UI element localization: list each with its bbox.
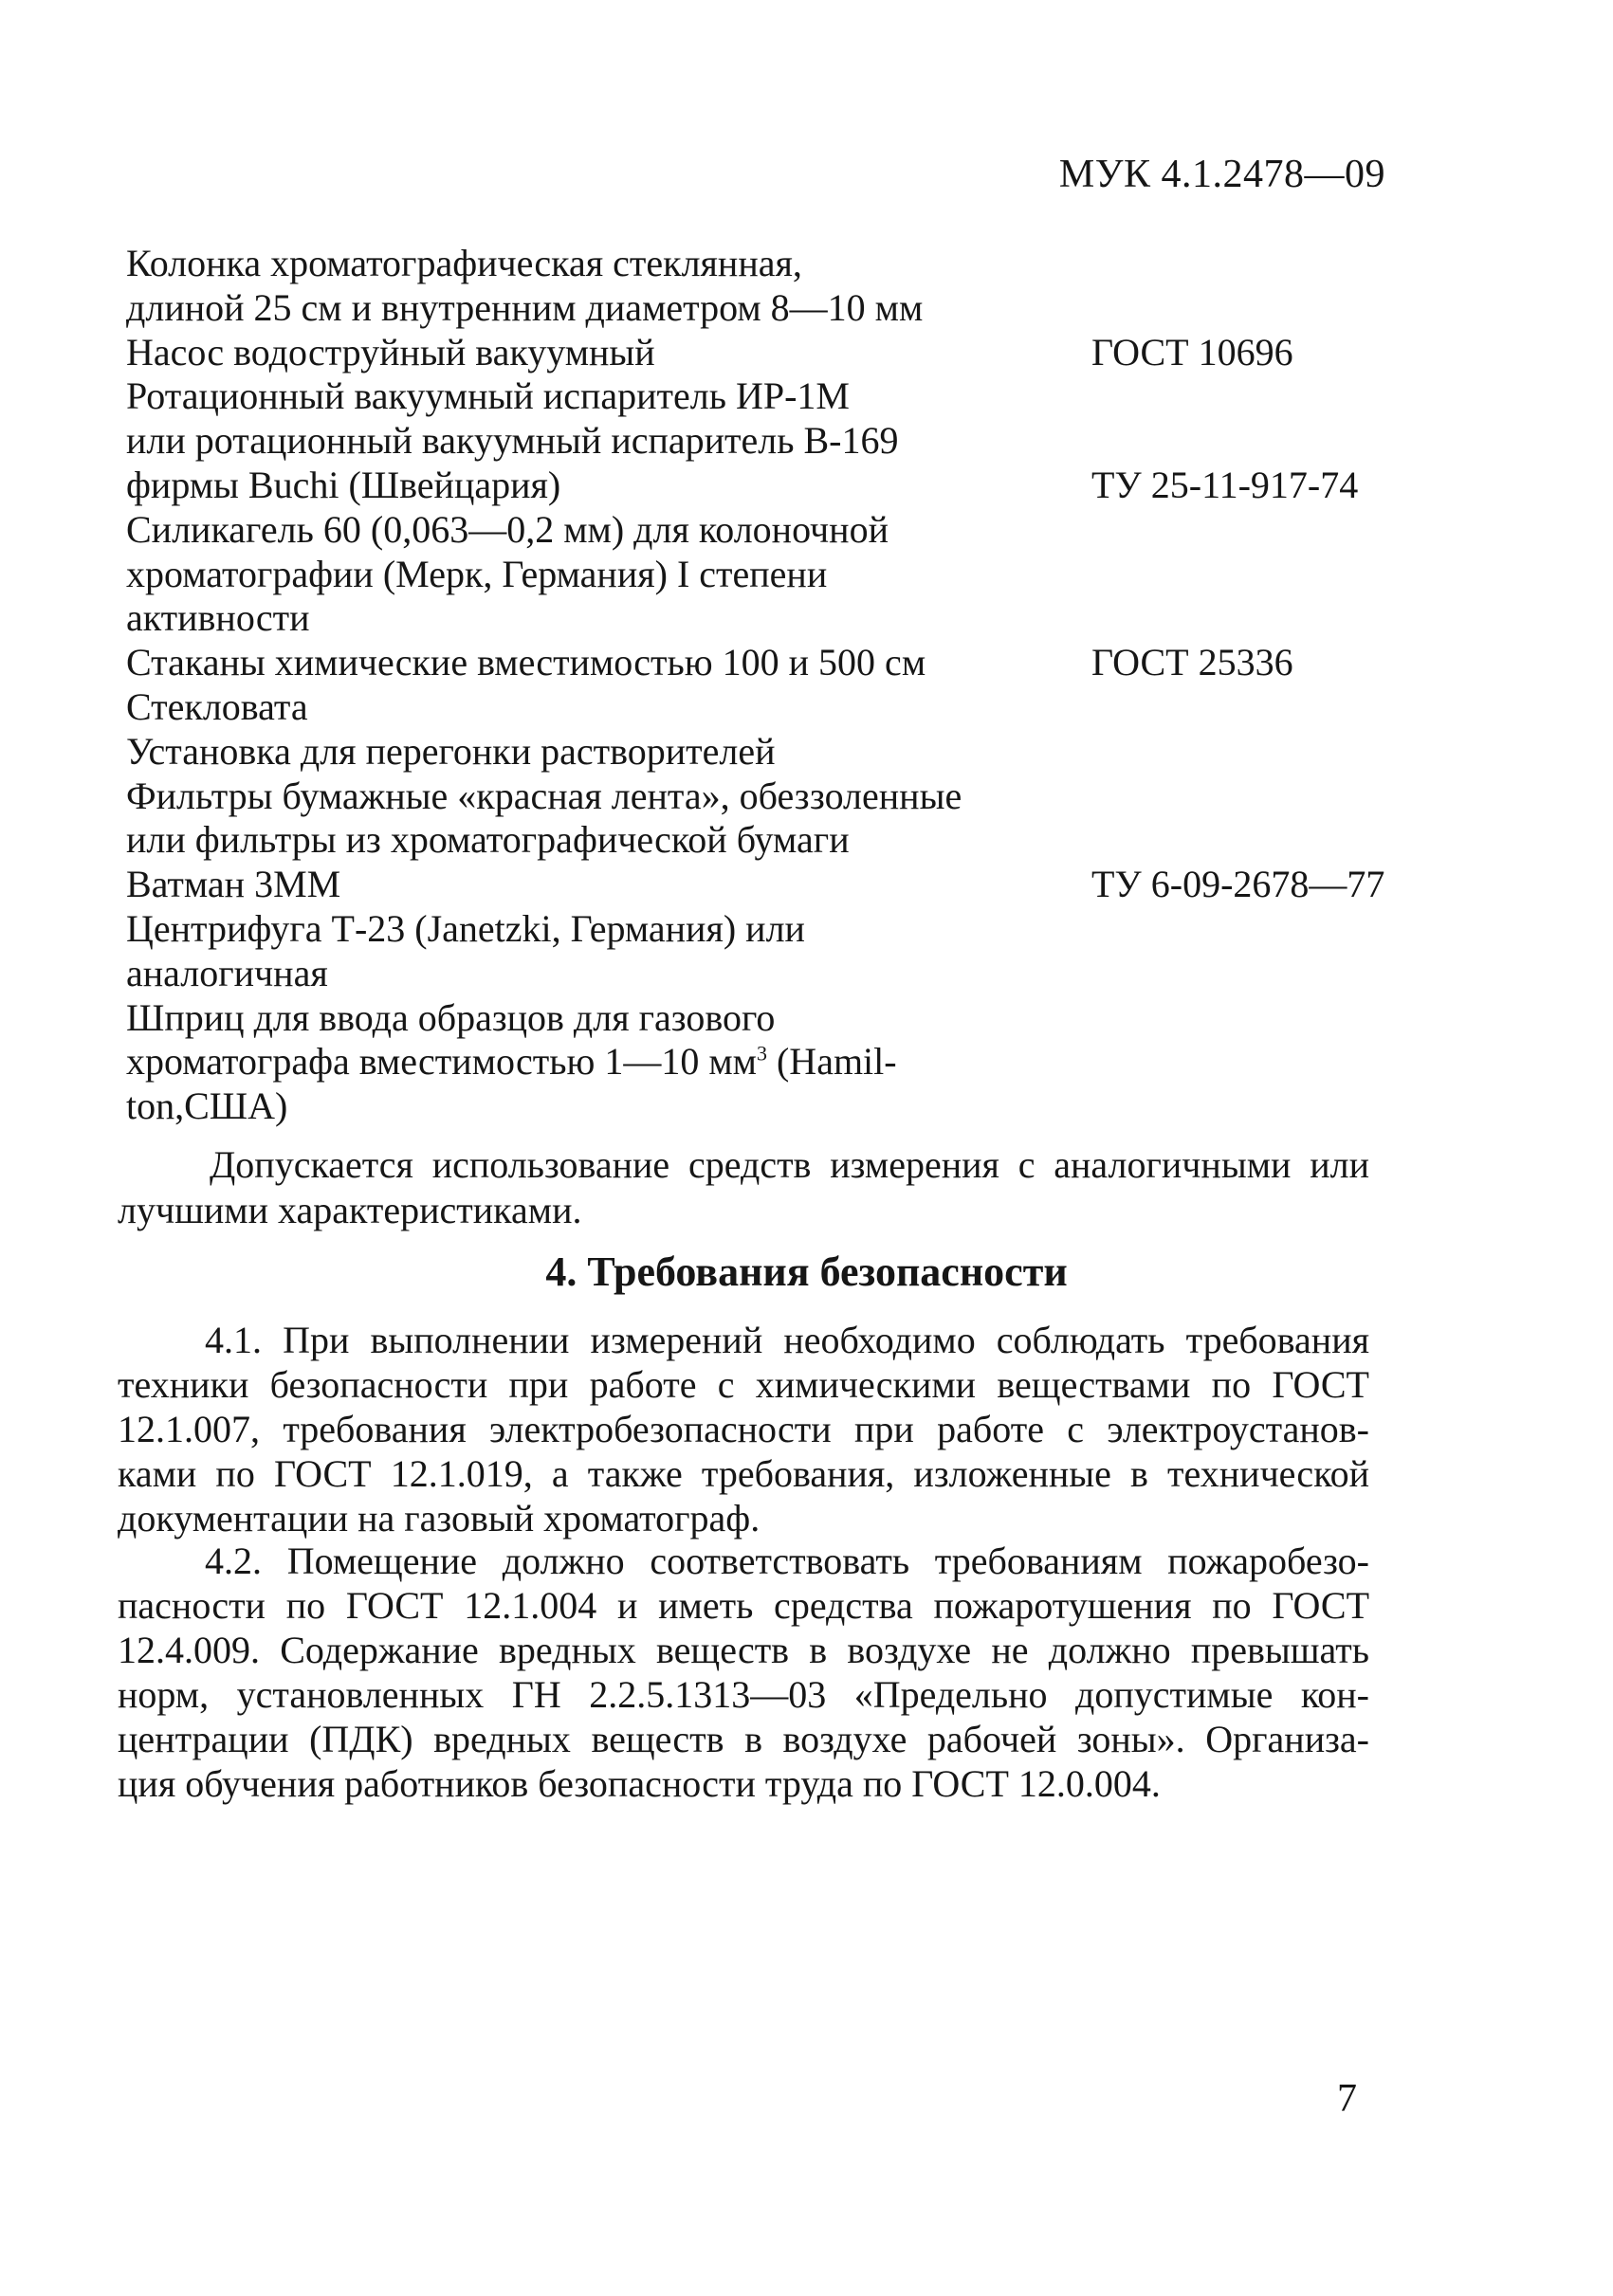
equipment-reference: ГОСТ 25336: [1091, 641, 1293, 684]
equipment-line: Ротационный вакуумный испаритель ИР-1М: [126, 374, 850, 418]
paragraph-line: 4.1. При выполнении измерений необходимо соблюдать требования: [205, 1319, 1369, 1361]
syringe-volume-text: хроматографа вместимостью 1—10 мм: [126, 1040, 757, 1084]
equipment-line: Насос водоструйный вакуумный: [126, 330, 655, 374]
equipment-list: [126, 242, 1385, 1129]
equipment-line: Шприц для ввода образцов для газового: [126, 995, 776, 1039]
paragraph-line: 12.1.007, требования электробезопасности при работе с электроустанов-: [118, 1408, 1369, 1450]
paragraph-line: документации на газовый хроматограф.: [118, 1497, 761, 1540]
equipment-line: фирмы Buchi (Швейцария): [126, 463, 561, 506]
equipment-line: Центрифуга Т-23 (Janetzki, Германия) или: [126, 906, 805, 950]
equipment-line: активности: [126, 596, 310, 640]
equipment-item: [126, 730, 1359, 774]
equivalence-note: Допускается использование средств измерения с аналогичными или лучшими характеристиками.: [118, 1143, 1369, 1231]
equipment-item: [126, 374, 1359, 507]
equipment-line: хроматографии (Мерк, Германия) I степени: [126, 552, 828, 595]
equipment-reference: ГОСТ 10696: [1091, 330, 1293, 374]
equipment-reference: ТУ 25-11-917-74: [1091, 463, 1359, 506]
equipment-line: Фильтры бумажные «красная лента», обеззоленные: [126, 774, 962, 817]
equipment-line: длиной 25 см и внутренним диаметром 8—10 мм: [126, 285, 924, 329]
equipment-line: [126, 1040, 980, 1084]
paragraph-4-2: [118, 1539, 1369, 1806]
equipment-line: аналогичная: [126, 951, 328, 994]
equipment-line: Ватман 3ММ: [126, 863, 341, 906]
superscript-exponent: 3: [756, 1042, 767, 1066]
paragraph-line: техники безопасности при работе с химическими веществами по ГОСТ: [118, 1363, 1369, 1406]
section-heading: 4. Требования безопасности: [545, 1248, 1068, 1295]
paragraph-line: 12.4.009. Содержание вредных веществ в воздухе не должно превышать: [118, 1629, 1369, 1671]
equipment-reference: ТУ 6-09-2678—77: [1091, 863, 1385, 906]
equipment-line: Колонка хроматографическая стеклянная,: [126, 242, 802, 284]
equipment-item: [126, 685, 1359, 730]
equipment-item: [126, 508, 1359, 641]
equipment-line: или фильтры из хроматографической бумаги: [126, 818, 850, 862]
document-code: МУК 4.1.2478—09: [1058, 153, 1385, 196]
paragraph-line: норм, установленных ГН 2.2.5.1313—03 «Предельно допустимые кон-: [118, 1673, 1369, 1716]
equipment-item: [126, 242, 1359, 331]
equipment-line: Силикагель 60 (0,063—0,2 мм) для колоночной: [126, 507, 889, 551]
paragraph-line: центрации (ПДК) вредных веществ в воздухе рабочей зоны». Организа-: [118, 1718, 1369, 1760]
paragraph-line: ция обучения работников безопасности труда по ГОСТ 12.0.004.: [118, 1762, 1161, 1805]
equipment-line: Стаканы химические вместимостью 100 и 500 см: [126, 641, 926, 684]
syringe-maker-text: (Hamil-: [766, 1040, 897, 1084]
equipment-line: Стекловата: [126, 684, 308, 728]
paragraph-line: ками по ГОСТ 12.1.019, а также требования, изложенные в технической: [118, 1452, 1369, 1495]
page-number: 7: [1337, 2077, 1357, 2121]
equipment-item: [126, 331, 1359, 375]
equipment-line: Установка для перегонки растворителей: [126, 729, 776, 773]
equipment-line: или ротационный вакуумный испаритель В-169: [126, 419, 899, 463]
equipment-item: [126, 774, 1385, 907]
equipment-line: ton,США): [126, 1084, 288, 1128]
paragraph-4-1: [118, 1318, 1369, 1540]
equipment-item: [126, 907, 1359, 996]
equipment-item: [126, 996, 1359, 1129]
paragraph-line: 4.2. Помещение должно соответствовать требованиям пожаробезо-: [205, 1540, 1369, 1582]
paragraph-line: пасности по ГОСТ 12.1.004 и иметь средства пожаротушения по ГОСТ: [118, 1584, 1369, 1627]
equipment-item: [126, 641, 1359, 685]
